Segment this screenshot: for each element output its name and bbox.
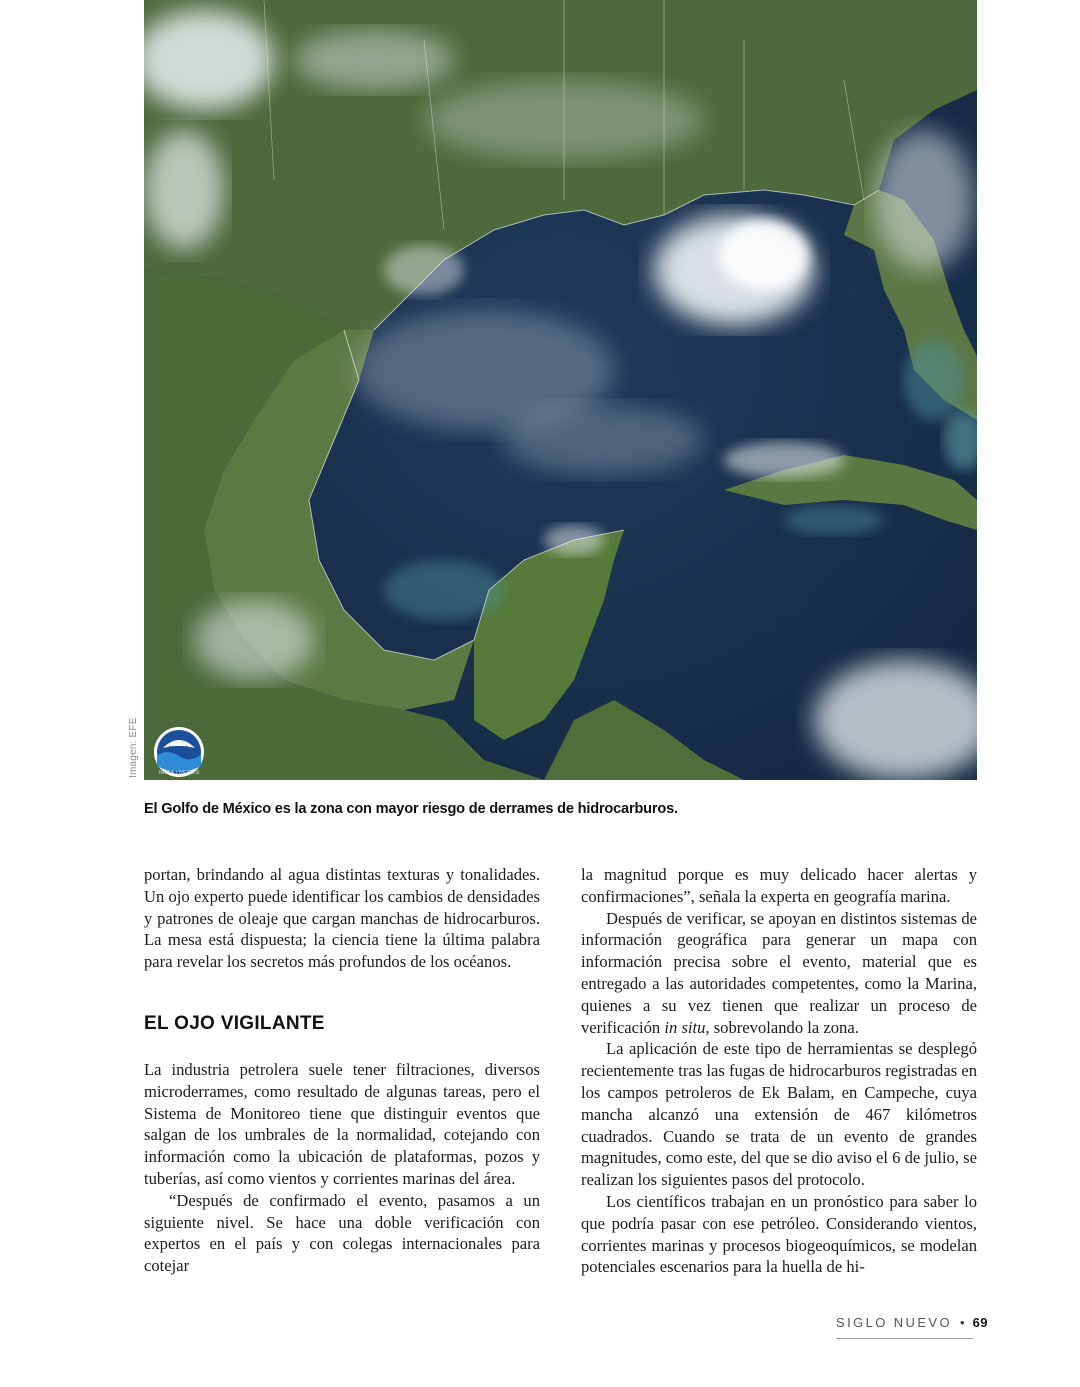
paragraph: Los científicos trabajan en un pronóstico para saber lo que podría pasar con ese petróleo. Considerando vientos, corrientes marinas y procesos biogeoquímicos, se modelan potenciales escenarios para la huella de hi- <box>581 1191 977 1277</box>
paragraph: “Después de confirmado el evento, pasamos a un siguiente nivel. Se hace una doble verificación con expertos en el país y con colegas internacionales para cotejar <box>144 1190 540 1276</box>
article-column-right <box>581 864 977 1278</box>
paragraph-verification <box>581 908 977 1039</box>
photo-credit: Imagen: EFE <box>128 717 139 778</box>
section-heading: EL OJO VIGILANTE <box>144 1012 325 1034</box>
article-column-left <box>144 864 540 1277</box>
page-footer <box>836 1315 989 1330</box>
paragraph: la magnitud porque es muy delicado hacer alertas y confirmaciones”, señala la experta en geografía marina. <box>581 865 977 906</box>
paragraph-text: Después de verificar, se apoyan en distintos sistemas de información geográfica para generar un mapa con información precisa sobre el evento, material que es entregado a las autoridades competentes, como la Marina, quienes a su vez tienen que realizar un proceso de verificación <box>581 908 977 1037</box>
italic-term: in situ <box>664 1017 706 1037</box>
paragraph: La aplicación de este tipo de herramientas se desplegó recientemente tras las fugas de hidrocarburos registradas en los campos petroleros de Ek Balam, en Campeche, cuya mancha alcanzó una extensión de 467 kilómetros cuadrados. Cuando se trata de un evento de grandes magnitudes, como este, del que se dio aviso el 6 de julio, se realizan los siguientes pasos del protocolo. <box>581 1039 977 1190</box>
paragraph: La industria petrolera suele tener filtraciones, diversos microderrames, como resultado de algunas tareas, pero el Sistema de Monitoreo tiene que distinguir eventos que salgan de los umbrales de la normalidad, cotejando con información como la ubicación de plataformas, pozos y tuberías, así como vientos y corrientes marinas del área. <box>144 1059 540 1188</box>
paragraph: portan, brindando al agua distintas texturas y tonalidades. Un ojo experto puede identificar los cambios de densidades y patrones de oleaje que cargan manchas de hidrocarburos. La mesa está dispuesta; la ciencia tiene la última palabra para revelar los secretos más profundos de los océanos. <box>144 865 540 972</box>
page-number: 69 <box>972 1315 989 1330</box>
satellite-photo-gulf-of-mexico <box>144 0 977 780</box>
footer-rule <box>836 1338 973 1339</box>
publication-name: SIGLO NUEVO <box>836 1315 952 1330</box>
noaa-logo-text: NOAA <box>168 746 190 753</box>
paragraph-text: , sobrevolando la zona. <box>705 1017 859 1037</box>
footer-separator: • <box>960 1315 965 1330</box>
noaa-subtext: NOAA / NESDIS <box>159 770 200 776</box>
photo-caption: El Golfo de México es la zona con mayor riesgo de derrames de hidrocarburos. <box>144 801 678 817</box>
